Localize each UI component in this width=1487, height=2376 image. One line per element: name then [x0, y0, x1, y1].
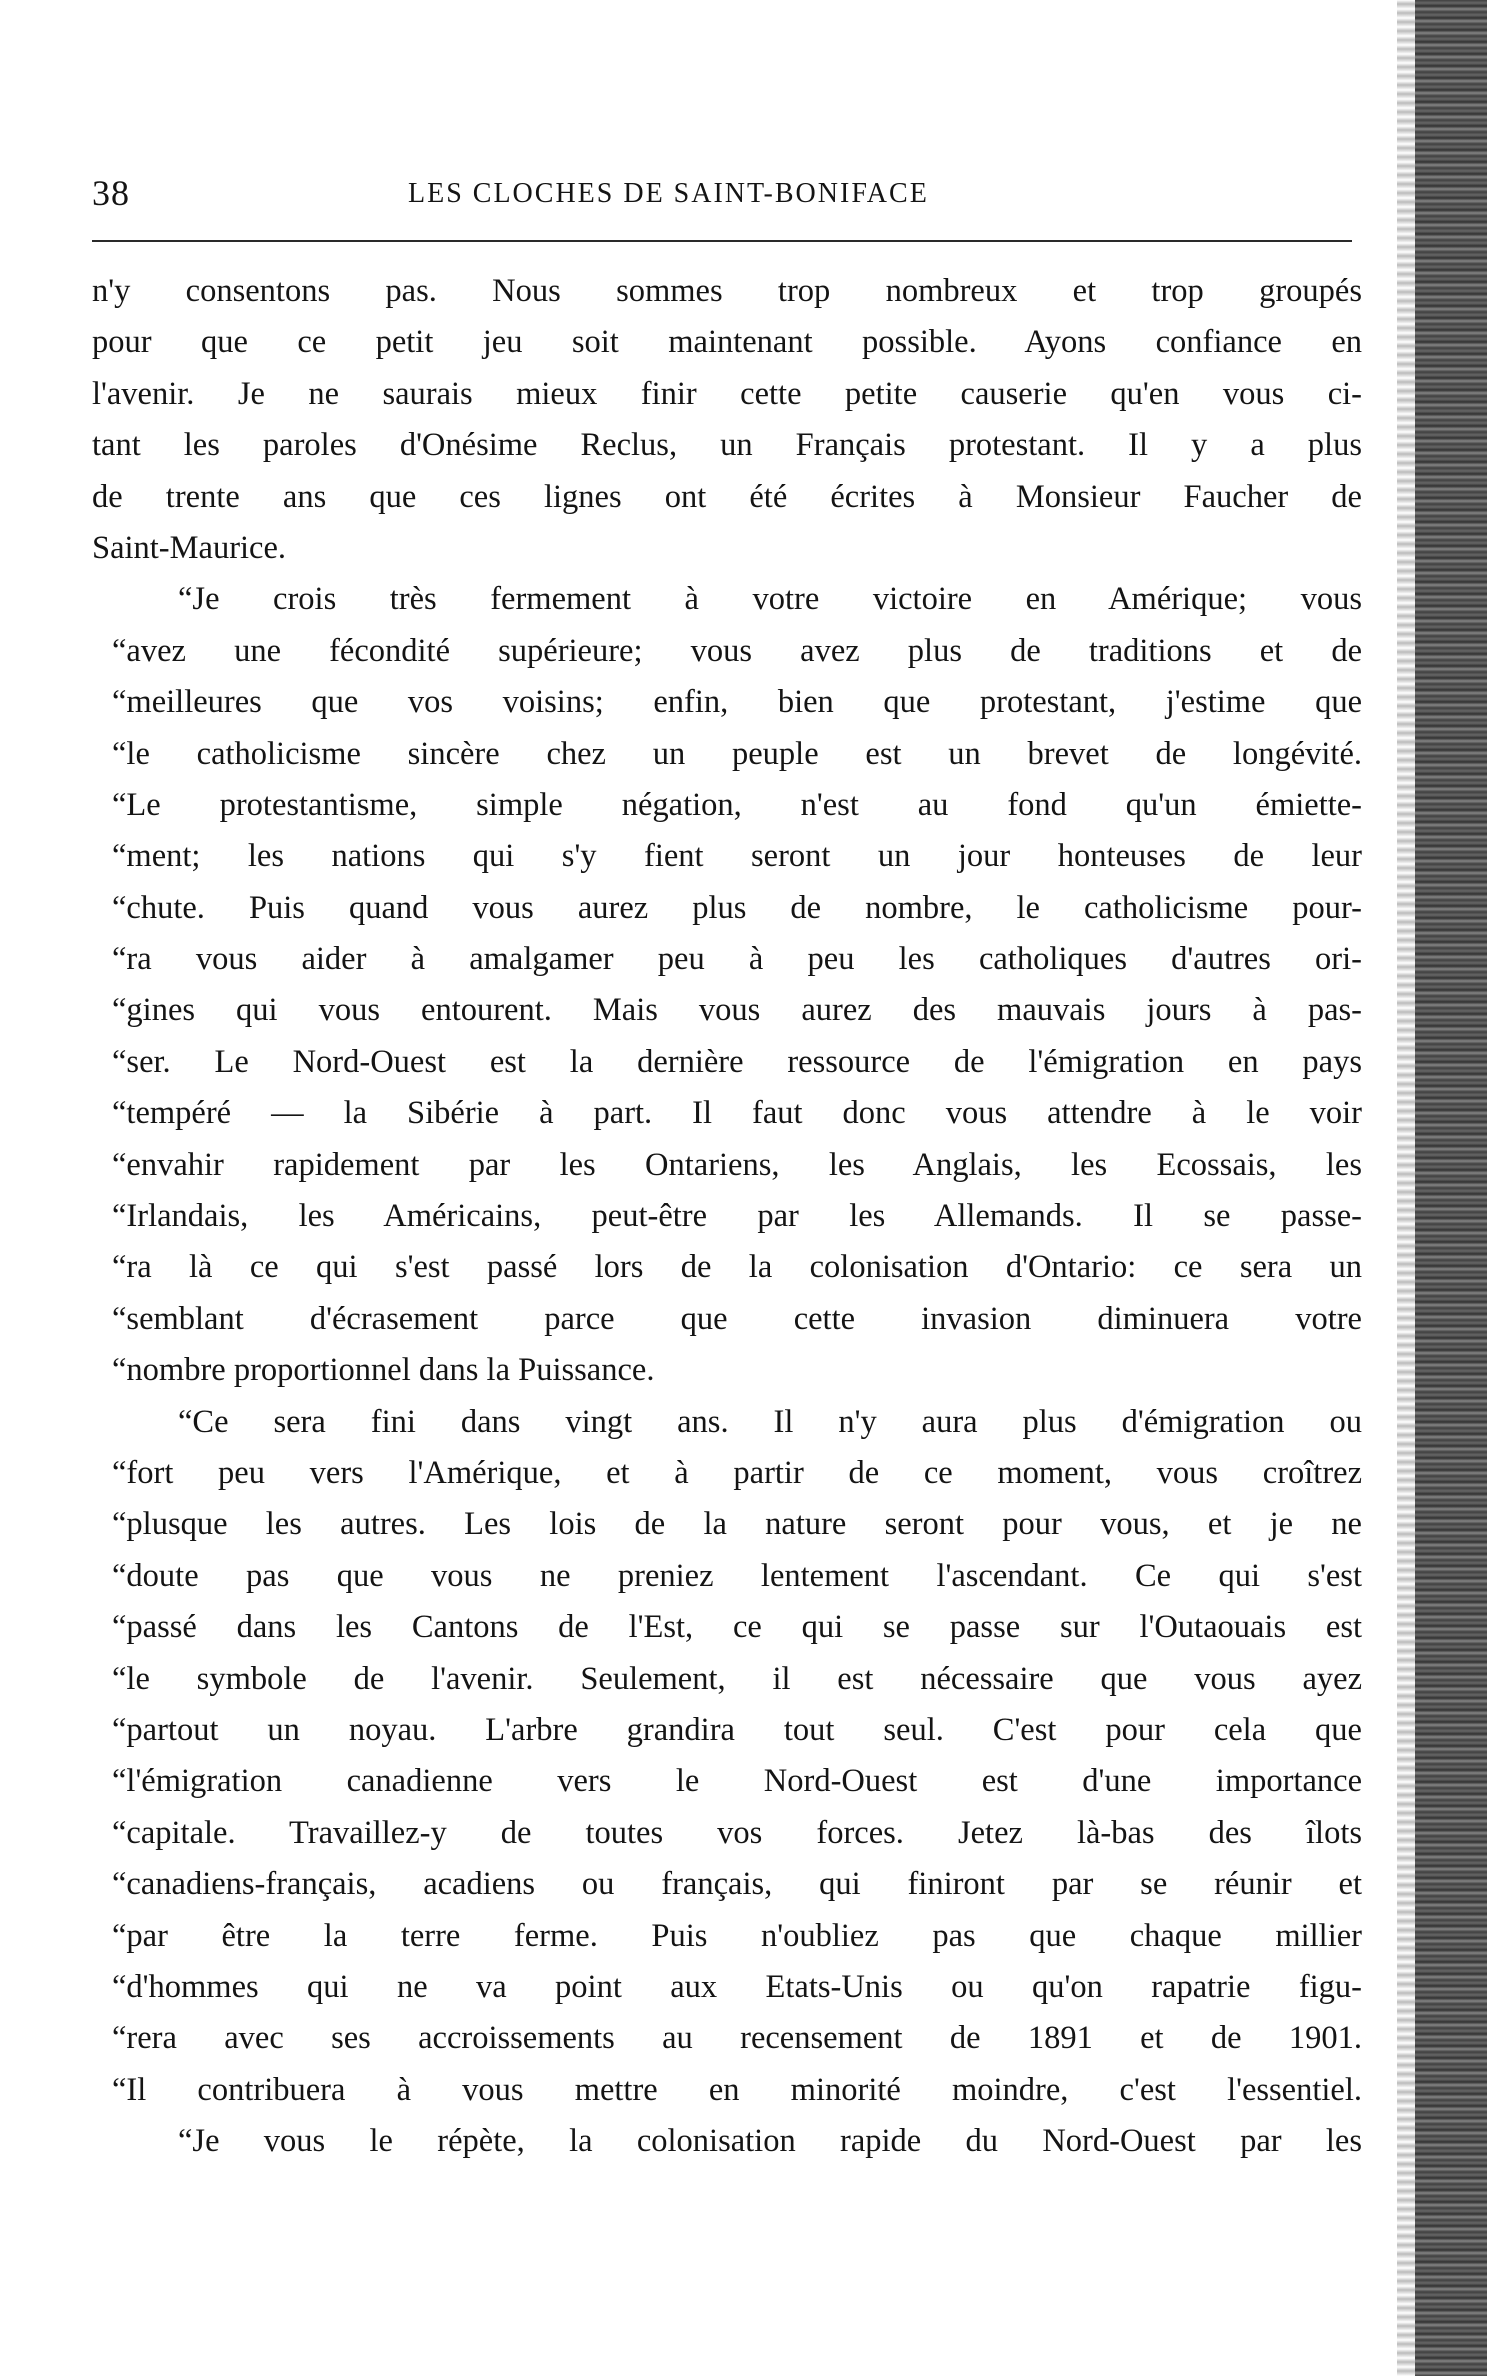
text-line: “fort peu vers l'Amérique, et à partir de ce moment, vous croîtrez [112, 1454, 1362, 1491]
text-line: “Je vous le répète, la colonisation rapide du Nord-Ouest par les [178, 2123, 1362, 2160]
text-line: n'y consentons pas. Nous sommes trop nombreux et trop groupés [92, 273, 1362, 309]
text-line: “chute. Puis quand vous aurez plus de nombre, le catholicisme pour- [112, 889, 1362, 926]
text-line: “doute pas que vous ne preniez lentement l'ascendant. Ce qui s'est [112, 1557, 1362, 1594]
text-line: “avez une fécondité supérieure; vous avez plus de traditions et de [112, 632, 1362, 669]
text-line: “l'émigration canadienne vers le Nord-Ouest est d'une importance [112, 1763, 1362, 1800]
text-line: “ra là ce qui s'est passé lors de la colonisation d'Ontario: ce sera un [112, 1249, 1362, 1286]
text-line: “Il contribuera à vous mettre en minorité moindre, c'est l'essentiel. [112, 2071, 1362, 2108]
text-line: tant les paroles d'Onésime Reclus, un Français protestant. Il y a plus [92, 427, 1362, 464]
header-rule [92, 240, 1352, 242]
text-line: pour que ce petit jeu soit maintenant possible. Ayons confiance en [92, 324, 1362, 361]
text-line: “rera avec ses accroissements au recensement de 1891 et de 1901. [112, 2020, 1362, 2057]
text-line: “tempéré — la Sibérie à part. Il faut donc vous attendre à le voir [112, 1095, 1362, 1132]
body-text [92, 266, 1362, 2167]
text-line: “Irlandais, les Américains, peut-être par les Allemands. Il se passe- [112, 1198, 1362, 1235]
text-line: “Le protestantisme, simple négation, n'est au fond qu'un émiette- [112, 786, 1362, 823]
text-line: “ra vous aider à amalgamer peu à peu les catholiques d'autres ori- [112, 941, 1362, 978]
page-number: 38 [92, 173, 130, 213]
text-line: de trente ans que ces lignes ont été écrites à Monsieur Faucher de [92, 478, 1362, 515]
text-line: “meilleures que vos voisins; enfin, bien que protestant, j'estime que [112, 684, 1362, 721]
text-line: “d'hommes qui ne va point aux Etats-Unis ou qu'on rapatrie figu- [112, 1968, 1362, 2005]
text-line: Saint-Maurice. [92, 529, 287, 566]
text-line: “ment; les nations qui s'y fient seront un jour honteuses de leur [112, 838, 1362, 875]
text-line: “passé dans les Cantons de l'Est, ce qui se passe sur l'Outaouais est [112, 1609, 1362, 1646]
text-line: l'avenir. Je ne saurais mieux finir cette petite causerie qu'en vous ci- [92, 375, 1362, 412]
text-line: “le catholicisme sincère chez un peuple est un brevet de longévité. [112, 735, 1362, 772]
text-line: “Je crois très fermement à votre victoire en Amérique; vous [178, 581, 1362, 618]
text-line: “envahir rapidement par les Ontariens, les Anglais, les Ecossais, les [112, 1146, 1362, 1183]
text-line: “le symbole de l'avenir. Seulement, il est nécessaire que vous ayez [112, 1660, 1362, 1697]
text-line: “partout un noyau. L'arbre grandira tout seul. C'est pour cela que [112, 1711, 1362, 1748]
text-line: “ser. Le Nord-Ouest est la dernière ressource de l'émigration en pays [112, 1043, 1362, 1080]
running-title: LES CLOCHES DE SAINT-BONIFACE [408, 178, 929, 209]
scan-edge [1415, 0, 1487, 2376]
text-line: “plusque les autres. Les lois de la nature seront pour vous, et je ne [112, 1506, 1362, 1543]
text-line: “canadiens-français, acadiens ou français, qui finiront par se réunir et [112, 1866, 1362, 1903]
text-line: “Ce sera fini dans vingt ans. Il n'y aura plus d'émigration ou [178, 1403, 1362, 1440]
text-line: “par être la terre ferme. Puis n'oubliez pas que chaque millier [112, 1917, 1362, 1954]
scan-edge-shadow [1397, 0, 1415, 2376]
page-header [92, 164, 1352, 224]
text-line: “semblant d'écrasement parce que cette invasion diminuera votre [112, 1300, 1362, 1337]
text-line: “gines qui vous entourent. Mais vous aurez des mauvais jours à pas- [112, 992, 1362, 1029]
text-line: “capitale. Travaillez-y de toutes vos forces. Jetez là-bas des îlots [112, 1814, 1362, 1851]
text-line: “nombre proportionnel dans la Puissance. [112, 1352, 655, 1389]
